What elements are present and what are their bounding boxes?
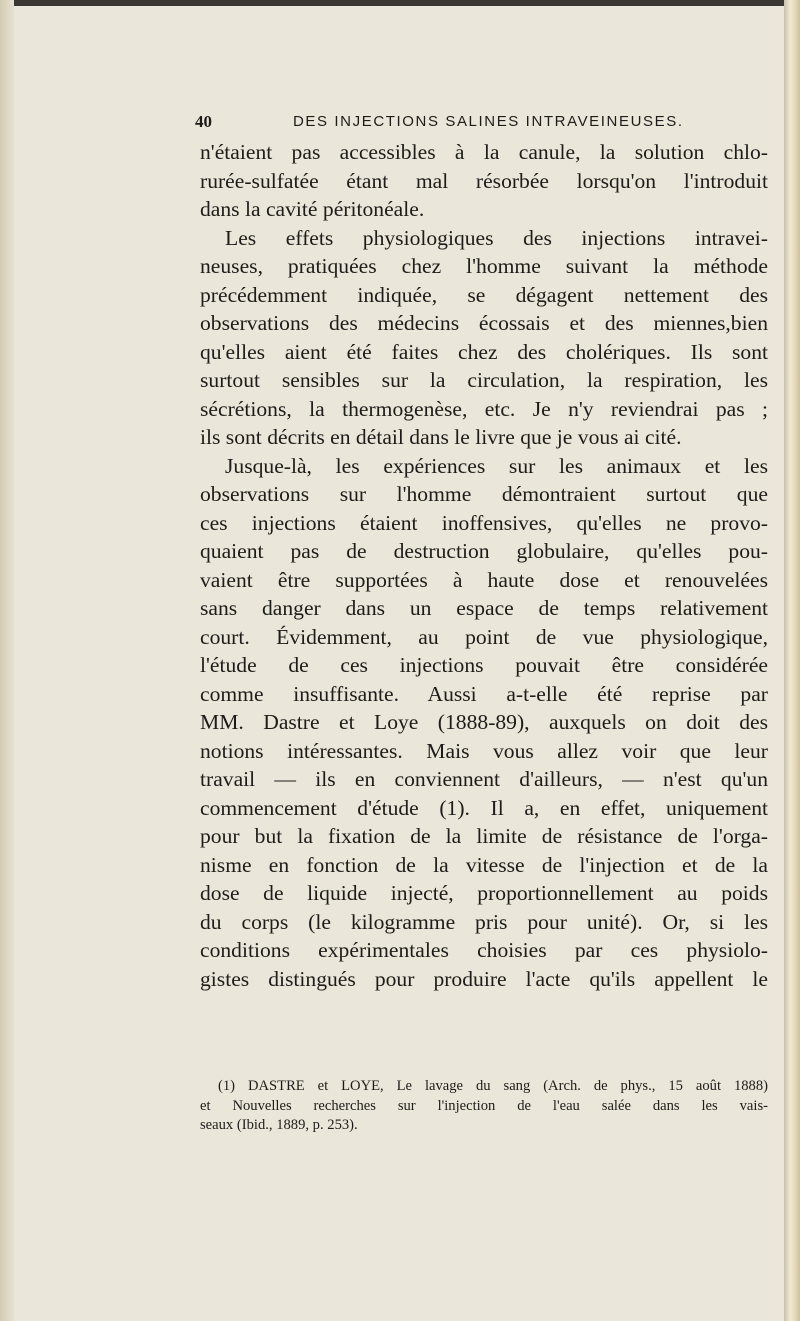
footnote-line: (1) DASTRE et LOYE, Le lavage du sang (Arch. de phys., 15 août 1888) <box>218 1078 768 1094</box>
page-number: 40 <box>195 112 212 131</box>
text-line: pour but la fixation de la limite de résistance de l'orga- <box>200 824 768 848</box>
text-line: vaient être supportées à haute dose et renouvelées <box>200 567 768 592</box>
text-line: Jusque-là, les expériences sur les animaux et les <box>225 453 768 478</box>
text-line: comme insuffisante. Aussi a-t-elle été reprise par <box>200 681 768 706</box>
top-border <box>0 0 800 6</box>
right-page-edge <box>784 0 800 1321</box>
text-line: observations sur l'homme démontraient surtout que <box>200 482 768 506</box>
text-line: surtout sensibles sur la circulation, la respiration, les <box>200 368 768 392</box>
footnotes <box>200 1077 768 1136</box>
running-title: DES INJECTIONS SALINES INTRAVEINEUSES. <box>293 113 684 130</box>
text-line: dose de liquide injecté, proportionnellement au poids <box>200 881 768 905</box>
text-line: sécrétions, la thermogenèse, etc. Je n'y reviendrai pas ; <box>200 396 768 421</box>
left-page-edge <box>0 0 14 1321</box>
text-line: l'étude de ces injections pouvait être considérée <box>200 653 768 677</box>
text-line: travail — ils en conviennent d'ailleurs, — n'est qu'un <box>200 767 768 791</box>
text-line: gistes distingués pour produire l'acte qu'ils appellent le <box>200 966 768 991</box>
text-line: dans la cavité péritonéale. <box>200 197 425 221</box>
running-header <box>195 112 795 136</box>
text-line: Les effets physiologiques des injections intravei- <box>225 225 768 250</box>
text-line: qu'elles aient été faites chez des cholériques. Ils sont <box>200 339 768 364</box>
text-line: neuses, pratiquées chez l'homme suivant la méthode <box>200 254 768 278</box>
footnote-line: seaux (Ibid., 1889, p. 253). <box>200 1117 358 1133</box>
text-line: n'étaient pas accessibles à la canule, la solution chlo- <box>200 140 768 164</box>
text-line: ces injections étaient inoffensives, qu'elles ne provo- <box>200 510 768 535</box>
text-line: sans danger dans un espace de temps relativement <box>200 596 768 620</box>
text-line: ils sont décrits en détail dans le livre que je vous ai cité. <box>200 425 682 449</box>
text-line: précédemment indiquée, se dégagent nettement des <box>200 282 768 307</box>
text-line: nisme en fonction de la vitesse de l'injection et de la <box>200 852 768 877</box>
text-line: observations des médecins écossais et des miennes,bien <box>200 311 768 335</box>
text-line: quaient pas de destruction globulaire, qu'elles pou- <box>200 539 768 563</box>
text-line: commencement d'étude (1). Il a, en effet, uniquement <box>200 795 768 820</box>
text-line: MM. Dastre et Loye (1888-89), auxquels on doit des <box>200 710 768 734</box>
body-text <box>200 138 768 993</box>
text-line: du corps (le kilogramme pris pour unité). Or, si les <box>200 909 768 934</box>
text-line: notions intéressantes. Mais vous allez voir que leur <box>200 738 768 763</box>
footnote-line: et Nouvelles recherches sur l'injection de l'eau salée dans les vais- <box>200 1097 768 1114</box>
text-line: conditions expérimentales choisies par ces physiolo- <box>200 938 768 962</box>
text-line: rurée-sulfatée étant mal résorbée lorsqu'on l'introduit <box>200 168 768 193</box>
text-line: court. Évidemment, au point de vue physiologique, <box>200 624 768 649</box>
